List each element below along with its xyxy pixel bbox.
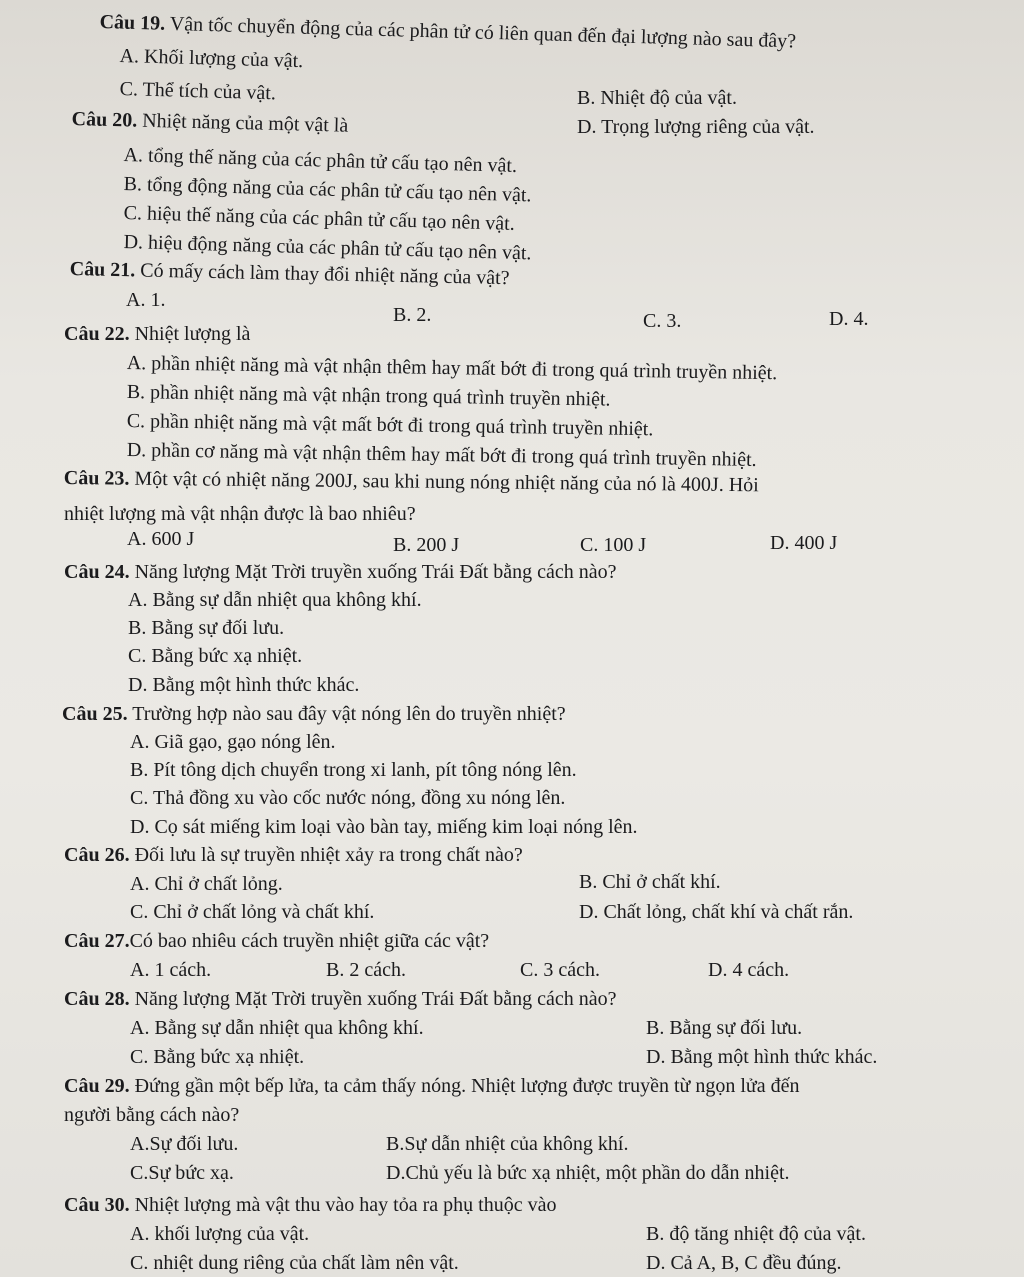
question-27 xyxy=(64,929,489,953)
option: A.Sự đối lưu. xyxy=(130,1133,239,1155)
option: B. phần nhiệt năng mà vật nhận trong quá trình truyền nhiệt. xyxy=(126,380,611,411)
option: D. Chất lỏng, chất khí và chất rắn. xyxy=(579,901,854,923)
option: C. hiệu thế năng của các phân tử cấu tạo nên vật. xyxy=(123,201,516,235)
option: A. 1. xyxy=(126,289,166,311)
question-stem: Nhiệt lượng là xyxy=(134,323,251,345)
question-23 xyxy=(64,466,759,497)
option: C. Bằng bức xạ nhiệt. xyxy=(128,645,303,667)
option: A. Bằng sự dẫn nhiệt qua không khí. xyxy=(130,1017,424,1039)
question-stem: Có mấy cách làm thay đổi nhiệt năng của vật? xyxy=(140,259,510,290)
question-stem-continued: người bằng cách nào? xyxy=(64,1104,240,1126)
question-label: Câu 23. xyxy=(63,466,130,490)
question-label: Câu 25. xyxy=(62,703,128,725)
question-26 xyxy=(64,843,523,867)
option: A. tổng thế năng của các phân tử cấu tạo nên vật. xyxy=(123,143,518,177)
question-25 xyxy=(62,702,566,726)
option: A. Bằng sự dẫn nhiệt qua không khí. xyxy=(128,589,422,611)
question-20 xyxy=(71,107,348,138)
question-stem: Nhiệt lượng mà vật thu vào hay tỏa ra phụ thuộc vào xyxy=(134,1194,557,1216)
question-30 xyxy=(64,1193,556,1217)
option: B. Pít tông dịch chuyển trong xi lanh, pít tông nóng lên. xyxy=(130,759,577,781)
option: C. Chỉ ở chất lỏng và chất khí. xyxy=(130,901,375,923)
question-label: Câu 20. xyxy=(71,107,138,132)
option: B. Nhiệt độ của vật. xyxy=(577,87,737,109)
question-stem: Một vật có nhiệt năng 200J, sau khi nung nóng nhiệt năng của nó là 400J. Hỏi xyxy=(134,467,759,497)
question-stem: Vận tốc chuyển động của các phân tử có liên quan đến đại lượng nào sau đây? xyxy=(169,12,797,53)
question-stem: Có bao nhiêu cách truyền nhiệt giữa các vật? xyxy=(129,930,490,952)
option: C. nhiệt dung riêng của chất làm nên vật. xyxy=(130,1252,459,1274)
option: B. tổng động năng của các phân tử cấu tạo nên vật. xyxy=(123,172,532,207)
option: A. Khối lượng của vật. xyxy=(119,44,304,73)
option: D. Trọng lượng riêng của vật. xyxy=(577,116,815,138)
option: C. Bằng bức xạ nhiệt. xyxy=(130,1046,305,1068)
option: D. hiệu động năng của các phân tử cấu tạo nên vật. xyxy=(123,230,532,265)
option: D. Bằng một hình thức khác. xyxy=(128,674,360,696)
question-29 xyxy=(64,1074,800,1098)
option: A. Chỉ ở chất lỏng. xyxy=(130,873,283,895)
option: B. Bằng sự đối lưu. xyxy=(128,617,285,639)
option: D.Chủ yếu là bức xạ nhiệt, một phần do dẫn nhiệt. xyxy=(386,1162,790,1184)
question-label: Câu 24. xyxy=(64,561,130,583)
question-stem-continued: nhiệt lượng mà vật nhận được là bao nhiêu? xyxy=(64,503,416,525)
option: D. 4 cách. xyxy=(708,959,790,981)
option: B. Bằng sự đối lưu. xyxy=(646,1017,803,1039)
option: D. phần cơ năng mà vật nhận thêm hay mất bớt đi trong quá trình truyền nhiệt. xyxy=(126,438,757,471)
option: B. 200 J xyxy=(393,534,460,556)
question-label: Câu 22. xyxy=(64,323,130,345)
option: A. 1 cách. xyxy=(130,959,212,981)
option: C. Thể tích của vật. xyxy=(119,77,277,105)
question-label: Câu 19. xyxy=(99,10,166,35)
option: C.Sự bức xạ. xyxy=(130,1162,234,1184)
question-stem: Năng lượng Mặt Trời truyền xuống Trái Đất bằng cách nào? xyxy=(134,561,617,583)
option: B. độ tăng nhiệt độ của vật. xyxy=(646,1223,866,1245)
question-label: Câu 29. xyxy=(64,1075,130,1097)
question-label: Câu 28. xyxy=(64,988,130,1010)
question-28 xyxy=(64,987,617,1011)
option: C. 3. xyxy=(643,310,682,332)
option: D. Bằng một hình thức khác. xyxy=(646,1046,878,1068)
option: D. Cọ sát miếng kim loại vào bàn tay, miếng kim loại nóng lên. xyxy=(130,816,638,838)
question-stem: Trường hợp nào sau đây vật nóng lên do truyền nhiệt? xyxy=(132,703,566,725)
option: D. Cả A, B, C đều đúng. xyxy=(646,1252,842,1274)
question-label: Câu 27. xyxy=(64,930,130,952)
question-stem: Đối lưu là sự truyền nhiệt xảy ra trong chất nào? xyxy=(134,844,523,866)
option: C. phần nhiệt năng mà vật mất bớt đi trong quá trình truyền nhiệt. xyxy=(126,409,654,441)
option: A. phần nhiệt năng mà vật nhận thêm hay mất bớt đi trong quá trình truyền nhiệt. xyxy=(126,351,778,385)
question-22 xyxy=(64,322,250,346)
question-stem: Nhiệt năng của một vật là xyxy=(141,109,349,137)
option: A. khối lượng của vật. xyxy=(130,1223,310,1245)
option: A. Giã gạo, gạo nóng lên. xyxy=(130,731,336,753)
question-24 xyxy=(64,560,617,584)
question-label: Câu 26. xyxy=(64,844,130,866)
question-stem: Năng lượng Mặt Trời truyền xuống Trái Đất bằng cách nào? xyxy=(134,988,617,1010)
option: D. 400 J xyxy=(770,532,838,554)
option: D. 4. xyxy=(829,308,869,330)
question-stem: Đứng gần một bếp lửa, ta cảm thấy nóng. Nhiệt lượng được truyền từ ngọn lửa đến xyxy=(134,1075,800,1097)
option: C. 100 J xyxy=(580,534,647,556)
option: B. 2. xyxy=(393,304,432,326)
option: C. Thả đồng xu vào cốc nước nóng, đồng xu nóng lên. xyxy=(130,787,566,809)
option: C. 3 cách. xyxy=(520,959,600,981)
option: B. 2 cách. xyxy=(326,959,406,981)
option: A. 600 J xyxy=(127,528,195,550)
question-label: Câu 30. xyxy=(64,1194,130,1216)
option: B.Sự dẫn nhiệt của không khí. xyxy=(386,1133,629,1155)
option: B. Chỉ ở chất khí. xyxy=(579,871,721,893)
question-label: Câu 21. xyxy=(69,257,136,282)
